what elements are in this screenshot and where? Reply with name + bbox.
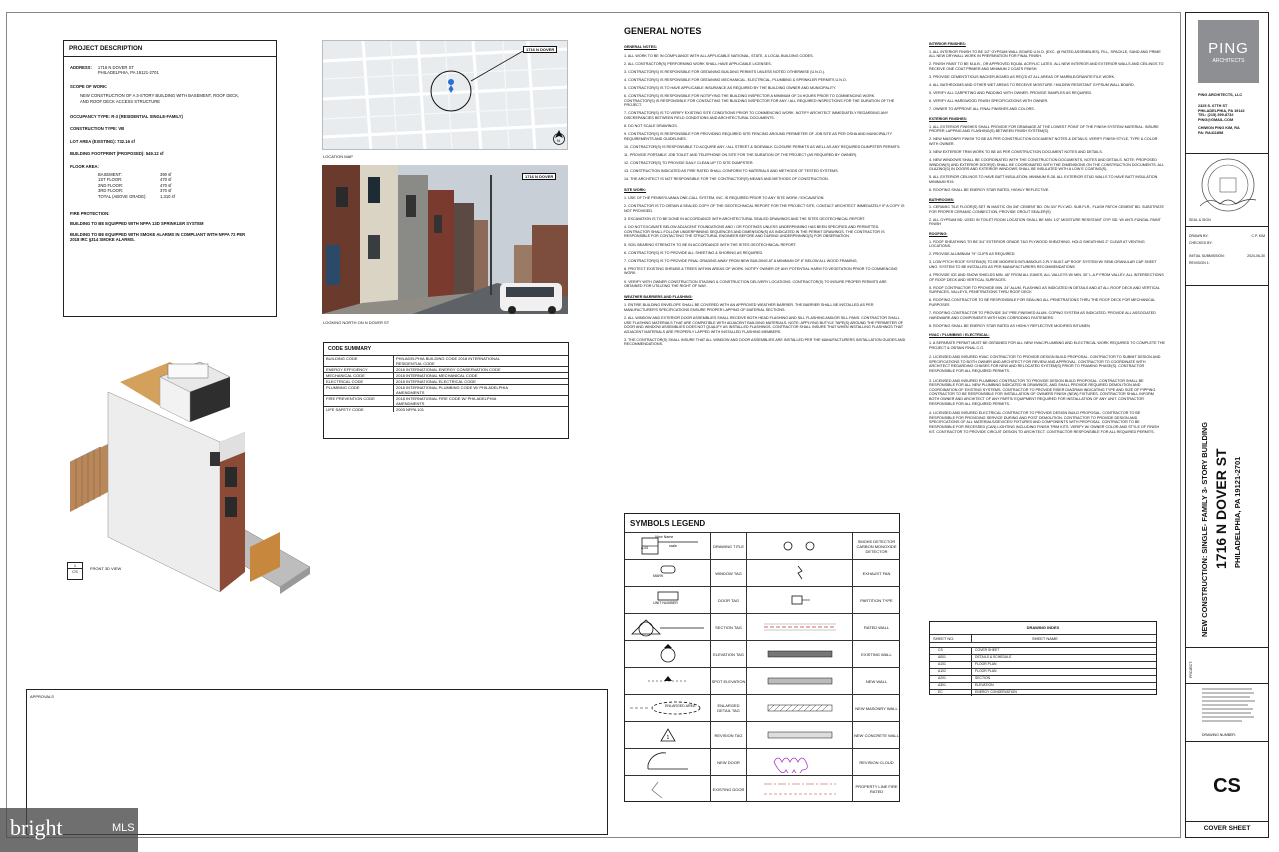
svg-text:N: N	[557, 138, 560, 143]
street-photo	[322, 165, 568, 314]
note-item: 3. NEW EXTERIOR TRIM WORK TO BE AS PER CONSTRUCTION DOCUMENT NOTES AND DETAILS.	[929, 149, 1103, 154]
drawing-index-row	[930, 682, 1156, 689]
legend-row	[625, 559, 900, 586]
note-item: 4. CONTRACTOR(S) IS RESPONSIBLE FOR OBTAINING MECHANICAL, ELECTRICAL, PLUMBING & SPRINKLER PERMITS U.N.O.	[624, 77, 847, 82]
legend-symbol	[747, 722, 853, 748]
initial-submission-label: INITIAL SUBMISSION:	[1189, 254, 1225, 258]
sheet-name: SECTION	[975, 676, 991, 680]
notes-section-title: GENERAL NOTES:	[624, 45, 657, 49]
legend-symbol	[747, 695, 853, 721]
legend-symbol-text: MARK	[653, 574, 664, 578]
seal-caption: SEAL & SIGN	[1189, 218, 1211, 222]
legend-row	[625, 586, 900, 613]
scope-text: NEW CONSTRUCTION OF A 3-STORY BUILDING WITH BASEMENT, ROOF DECK, AND ROOF DECK ACCESS STRUCTURE	[80, 93, 240, 104]
code-value: PHILADELPHIA BUILDING CODE 2018 INTERNATIONAL RESIDENTIAL CODE	[396, 356, 500, 366]
legend-label: RATED WALL	[863, 624, 890, 630]
firm-address-1: 2325 S. 67TH ST	[1198, 103, 1228, 108]
floor-area-name: 1ST FLOOR:	[98, 177, 123, 183]
note-item: 2. FINISH PAINT TO BE M.A.B., OR APPROVED EQUAL ACRYLIC LATEX. ALL NEW INTERIOR AND EXTERIOR WALLS AND CEILINGS TO RECEIVE ONE COAT PRIMER AND MINIMUM 2 COATS FINISH.	[929, 62, 1164, 71]
sheet-name: FLOOR PLAN	[975, 669, 997, 673]
note-item: 3. LICENSED AND INSURED PLUMBING CONTRACTOR TO PROVIDE DESIGN BUILD PROPOSAL. CONTRACTOR SHALL BE RESPONSIBLE FOR ALL NEW PLUMBING INDICATED IN DRAWINGS, AND SHALL PROVIDE REQUIRED DEMOLITION AND COORDINATION OF EXISTING SYSTEMS. CONTRACTOR TO PROVIDE RISER DIAGRAM INDICATING TYPE AND SIZE OF PIPPING. CONTRACTOR TO BE RESPONSIBLE FOR INSTALLATION OF OWNERS FINISH (NEW) FIXTURES. CONTRACTOR SHALL INFORM BOTH OWNER AND ARCHITECT OF ANY PARTS/ EQUIPMENT REQUIRED FOR INSTALLATION OF ANY UNIT. CONTRACTOR RESPONSIBLE FOR ALL REQUIRED PERMITS.	[929, 378, 1157, 406]
fire-text-1: BUILDING TO BE EQUIPPED WITH NFPA 13D SPRINKLER SYSTEM	[70, 220, 204, 226]
legend-label: EXISTING WALL	[861, 651, 892, 657]
legend-symbol	[747, 587, 853, 613]
sheet-title: COVER SHEET	[1203, 825, 1251, 832]
legend-label: ENLARGED DETAIL TAG	[711, 695, 747, 721]
legend-symbol	[747, 560, 853, 586]
notes-section-title: INTERIOR FINISHES:	[929, 42, 966, 46]
firm-address-2: PHILADELPHIA, PA 19142	[1198, 108, 1245, 113]
legend-row	[625, 532, 900, 559]
location-map-caption: LOCATION MAP	[323, 154, 353, 159]
note-item: 5. SOIL BEARING STRENGTH TO BE IN ACCORDANCE WITH THE SITES GEOTECHNICAL REPORT.	[624, 242, 797, 247]
drawn-by-label: DRAWN BY:	[1189, 234, 1209, 238]
approvals-title: APPROVALS	[30, 694, 54, 699]
symbols-legend-title: SYMBOLS LEGEND	[630, 519, 706, 528]
project-description-box	[63, 40, 277, 317]
floor-areas-label: FLOOR AREA:	[70, 163, 99, 169]
note-item: 7. OWNER TO APPROVE ALL FINAL FINISHES AND COLORS.	[929, 107, 1035, 112]
address-line1: 1716 N DOVER ST	[97, 65, 134, 70]
sheet-no: A201	[930, 676, 972, 682]
code-value: 2003 NFPA 101	[396, 407, 424, 412]
symbols-legend-box	[624, 513, 900, 802]
code-key: PLUMBING CODE	[324, 385, 394, 395]
legend-row	[625, 667, 900, 694]
legend-label: DRAWING TITLE	[711, 533, 747, 559]
sheet-no: EC	[930, 690, 972, 696]
note-item: 5. CONTRACTOR(S) IS TO HAVE APPLICABLE INSURANCE AS REQUIRED BY THE BUILDING OWNER AND MUNICIPALITY.	[624, 85, 837, 90]
photo-pin-label: 1716 N DOVER	[522, 173, 556, 180]
notes-section-title: BATHROOMS:	[929, 197, 955, 202]
note-item: 11. PROVIDE PORTABLE JOB TOILET AND TELEPHONE ON SITE FOR THE DURATION OF THE PROJECT (AS REQUIRED BY OWNER).	[624, 152, 858, 157]
disclaimer-text	[1202, 687, 1256, 732]
code-summary-title: CODE SUMMARY	[328, 346, 372, 352]
floor-area-value: 370 sf	[160, 188, 172, 194]
sheet-no: CS	[930, 648, 972, 654]
note-item: 10. CONTRACTOR(S) IS RESPONSIBLE TO ACQUIRE ANY / ALL STREET & SIDEWALK CLOSURE PERMITS AS WELL AS ANY REQUIRED DUMPSTER PERMITS.	[624, 144, 901, 149]
firm-logo	[1198, 20, 1259, 83]
floor-area-value: 390 sf	[160, 172, 172, 178]
note-item: 1. ROOF SHEATHING TO BE 3/4" EXTERIOR GRADE T&G PLYWOOD SHEATHING. HOLD SHEATHING 2" CLEAR AT VENTING LOCATIONS.	[929, 239, 1145, 249]
legend-row	[625, 748, 900, 775]
legend-label: NEW MASONRY WALL	[855, 705, 898, 711]
floor-area-value: 1,310 sf	[160, 193, 175, 199]
note-item: 12. CONTRACTOR(S) TO PROVIDE DAILY CLEAN-UP TO SITE DUMPSTER.	[624, 161, 754, 165]
checked-by-label: CHECKED BY:	[1189, 241, 1213, 245]
legend-symbol-text: UNIT NUMBER	[653, 601, 678, 605]
legend-label: NEW WALL	[865, 678, 888, 684]
code-key: FIRE PREVENTION CODE	[324, 396, 394, 406]
legend-symbol	[625, 668, 711, 694]
legend-label: NEW DOOR	[711, 749, 747, 775]
title-block	[1185, 12, 1269, 838]
drawing-index-row	[930, 668, 1156, 675]
firm-license: PA: RA411898	[1198, 130, 1224, 135]
note-item: 7. ROOFING CONTRACTOR TO PROVIDE 3/4" PRE-FINISHED ALUM. COPING SYSTEM AS INDICATED. PROVIDE ALL ASSOCIATED HARDWARE AND COMPONENTS WITH NON CORRODING FASTENERS.	[929, 311, 1156, 320]
code-value: 2018 INTERNATIONAL ENERGY CONSERVATION CODE	[396, 367, 501, 372]
note-item: 6. VERIFY ALL HARDWOOD FINISH SPECIFICATIONS WITH OWNER.	[929, 99, 1049, 104]
note-item: 6. ROOFING CONTRACTOR TO BE RESPONSIBLE FOR SEALING ALL PENETRATIONS THRU THE ROOF DECK FOR MECHANICAL PURPOSES	[929, 298, 1156, 308]
floor-area-name: BASEMENT:	[98, 172, 122, 178]
legend-symbol	[625, 776, 711, 802]
legend-symbol-text: View Name	[655, 535, 674, 539]
sheet-name: ELEVATION	[975, 683, 994, 687]
legend-symbol	[747, 749, 853, 775]
legend-symbol	[625, 722, 711, 748]
firm-email: PING@GMAIL.COM	[1198, 118, 1234, 123]
note-item: 8. ROOFING SHALL BE ENERGY STAR RATED AS HIGHLY REFLECTIVE MODIFIED BITUMEN	[929, 323, 1090, 328]
code-row	[324, 355, 568, 366]
north-arrow-icon	[552, 130, 566, 151]
legend-symbol	[747, 614, 853, 640]
note-item: 14. THE ARCHITECT IS NOT RESPONSIBLE FOR THE CONTRACTOR(S) MEANS AND METHODS OF CONSTRUCTION.	[624, 177, 829, 182]
note-item: 1. USE OF THE PENNSYLVANIA ONE-CALL SYSTEM, INC. IS REQUIRED PRIOR TO ANY SITE WORK / EXCAVATION.	[624, 196, 825, 201]
footprint-text: BUILDING FOOTPRINT (PROPOSED): 549.12 sf	[70, 151, 164, 157]
code-key: ENERGY EFFICIENCY	[324, 367, 394, 372]
project-title-2: 1716 N DOVER ST	[1213, 448, 1229, 569]
legend-label: EXISTING DOOR	[711, 776, 747, 802]
note-item: 5. VERIFY ALL CARPETING AND PADDING WITH OWNER. PROVIDE SAMPLES AS REQUIRED.	[929, 91, 1093, 96]
fire-label: FIRE PROTECTION:	[70, 211, 110, 217]
code-row	[324, 406, 568, 412]
legend-label: REVISION CLOUD	[859, 759, 894, 765]
view-tag	[67, 562, 83, 580]
legend-symbol	[625, 560, 711, 586]
code-row	[324, 395, 568, 406]
revision-label: REVISION 1:	[1189, 261, 1210, 265]
legend-row	[625, 613, 900, 640]
sheet-no-header: SHEET NO.	[930, 635, 972, 642]
drawing-index-header	[930, 634, 1156, 642]
code-value: 2018 INTERNATIONAL FIRE CODE W/ PHILADELPHIA AMENDMENTS	[396, 396, 497, 406]
note-item: 2. NEW MASONRY FINISH TO BE AS PER CONSTRUCTION DOCUMENT NOTES & DETAILS; VERIFY FINISH STYLE, TYPE & COLOR WITH OWNER.	[929, 137, 1158, 146]
watermark-brand: bright	[10, 815, 63, 840]
legend-label: WINDOW TAG	[711, 560, 747, 586]
occupancy-text: OCCUPANCY TYPE: R-3 (RESIDENTIAL SINGLE-FAMILY)	[70, 114, 183, 120]
note-item: 3. THE CONTRACTOR(S) SHALL INSURE THAT ALL WINDOW AND DOOR ASSEMBLIES ARE INSTALLED PER THE MANUFACTURERS INSTALLATION GUIDES AND RECOMMENDATIONS.	[624, 337, 906, 347]
note-item: 7. CONTRACTOR(S) IS TO VERIFY EXISTING SITE CONDITIONS PRIOR TO COMMENCING WORK. NOTIFY ARCHITECT IMMEDIATELY REGARDING ANY DISCREPANCIES BETWEEN FIELD CONDITIONS AND ARCHITECTURAL DOCUMENTS.	[624, 111, 889, 120]
code-summary-box	[323, 342, 569, 439]
notes-section-title: ROOFING:	[929, 232, 948, 237]
sheet-name-header: SHEET NAME	[1032, 636, 1058, 641]
note-item: 1. ALL INTERIOR FINISH TO BE 1/2" GYPSUM WALL BOARD U.N.O. (EXC. @ RATED ASSEMBLIES). FILL, SPACKLE, SAND AND PRIME ALL NEW DRYWALL WORK IN PREPARATION FOR FINAL FINISH.	[929, 49, 1161, 59]
drawing-index-row	[930, 675, 1156, 682]
drawn-by-value: C.P. KIM	[1251, 234, 1265, 238]
legend-symbol	[747, 668, 853, 694]
note-item: 6. CONTRACTOR(S) IS RESPONSIBLE FOR NOTIFYING THE BUILDING INSPECTOR A MINIMUM OF 24 HOURS PRIOR TO COMMENCING WORK. CONTRACTOR(S) IS RESPONSIBLE FOR CONTACTING THE BUILDING INSPECTOR FOR ANY / ALL REQUIRED INSPECTIONS FOR THE DURATION OF THE PROJECT.	[624, 94, 895, 108]
logo-line1: PING	[1208, 40, 1249, 57]
note-item: 4. NEW WINDOWS SHALL BE COORDINATED WITH THE CONSTRUCTION DOCUMENTS, NOTES AND DETAILS. NOTE: PROPOSED WINDOW(S) AND EXTERIOR DOOR(S) SHALL BE COORDINATED WITH THE DIMENSIONS ON THE CONSTRUCTION DOCUMENTS. ALL GLAZING(S) IN DOORS AND EXTERIOR WINDOWS SHALL BE INSULATED WITH A LOW E COATING(S).	[929, 158, 1164, 172]
legend-symbol	[625, 587, 711, 613]
sheet-name: ENERGY CONSERVATION	[975, 690, 1017, 694]
legend-row	[625, 721, 900, 748]
legend-label: DOOR TAG	[711, 587, 747, 613]
legend-row	[625, 775, 900, 802]
map-streets	[323, 41, 568, 150]
legend-label: SECTION TAG	[711, 614, 747, 640]
note-item: 3. LOW PITCH ROOF SYSTEM(S) TO BE MODIFIED BITUMINOUS 2-PLY BUILT-UP ROOF SYSTEM W/ SEMI-GRANULAR CAP SHEET UNO. SYSTEM TO BE INSTALLED AS PER MANUFACTURERS RECOMMENDATIONS	[929, 260, 1157, 269]
sheet-number: CS	[1213, 775, 1241, 797]
code-value: 2018 INTERNATIONAL MECHANICAL CODE	[396, 373, 478, 378]
note-item: 3. EXCAVATION IS TO BE DONE IN ACCORDANCE WITH ARCHITECTURAL SEALED DRAWINGS AND THE SITES GEOTECHNICAL REPORT.	[624, 217, 866, 222]
note-item: 1. ALL WORK TO BE IN COMPLIANCE WITH ALL APPLICABLE NATIONAL, STATE, & LOCAL BUILDING CODES.	[624, 53, 814, 58]
floor-area-value: 470 sf	[160, 177, 172, 183]
legend-symbol-scale: scale	[669, 544, 677, 548]
legend-row	[625, 640, 900, 667]
sheet-no: A102	[930, 669, 972, 675]
scope-label: SCOPE OF WORK:	[70, 83, 108, 89]
note-item: 6. ROOFING SHALL BE ENERGY STAR RATED, HIGHLY REFLECTIVE.	[929, 187, 1050, 192]
floor-area-name: 2ND FLOOR:	[98, 182, 124, 188]
sheet-no: A001	[930, 655, 972, 661]
project-label: PROJECT:	[1189, 661, 1193, 678]
drawing-index-row	[930, 647, 1156, 654]
legend-symbol	[625, 614, 711, 640]
code-key: MECHANICAL CODE	[324, 373, 394, 378]
notes-section-title: WEATHER BARRIERS AND FLASHING:	[624, 294, 693, 299]
street-photo-caption: LOOKING NORTH ON N DOVER ST	[323, 320, 390, 325]
floor-area-name: 3RD FLOOR:	[98, 188, 124, 194]
project-description-title: PROJECT DESCRIPTION	[64, 41, 276, 57]
map-pin-label: 1716 N DOVER	[523, 46, 557, 53]
note-item: 2. ALL CONTRACTOR(S) PERFORMING WORK SHALL HAVE APPLICABLE LICENSES.	[624, 61, 772, 66]
note-item: 2. CONTRACTOR IS TO OBTAIN A SEALED COPY OF THE GEOTECHNICAL REPORT FOR THE PROJECT SITE, CONTACT ARCHITECT IMMEDIATELY IF A COPY IS NOT PROVIDED.	[624, 204, 905, 214]
sheet-no: A101	[930, 662, 972, 668]
front-view-caption: FRONT 3D VIEW	[90, 566, 122, 571]
watermark-suffix: MLS	[112, 822, 135, 834]
legend-symbol	[747, 776, 853, 802]
code-row	[324, 384, 568, 395]
firm-tel: TEL: (215) 399-8732	[1198, 113, 1234, 118]
note-item: 2. ALL GYPSUM BD. USED IN TOILET ROOM LOCATION SHALL BE MIN. 1/2" MOISTURE RESISTANT GYP. BD. W/ ANTI-FUNGAL PAINT FINISH	[929, 217, 1161, 227]
sheet-name: FLOOR PLAN	[975, 662, 997, 666]
note-item: 5. ROOF CONTRACTOR TO PROVIDE MIN. 24" ALUM. FLASHING AS INDICATED IN DETAILS AND AT ALL ROOF DECK AND VERTICAL SURFACES, VALLEYS, PENETRATIONS THRU ROOF DECK	[929, 285, 1160, 295]
code-value: 2018 INTERNATIONAL ELECTRICAL CODE	[396, 379, 476, 384]
view-tag-number: 1	[68, 563, 82, 569]
note-item: 3. PROVIDE CEMENTITIOUS BACKER-BOARD AS REQ'D AT ALL AREAS OF MARBLE/GRANITE/TILE WORK.	[929, 74, 1116, 79]
legend-symbol	[625, 641, 711, 667]
logo-line2: ARCHITECTS	[1212, 58, 1245, 64]
general-notes-col2	[929, 42, 1165, 439]
note-item: 7. CONTRACTOR(S) IS TO PROVIDE FINAL GRADING AWAY FROM NEW BUILDING AT A MINIMUM OF 6" BELOW ALL WOOD FRAMING.	[624, 258, 858, 263]
legend-symbol	[625, 533, 711, 559]
code-key: ELECTRICAL CODE	[324, 379, 394, 384]
address-label: ADDRESS:	[70, 65, 92, 70]
legend-symbol-text: ENLARGED AREA	[665, 704, 696, 708]
project-title-3: PHILADELPHIA, PA 19121-2701	[1233, 456, 1242, 568]
code-key: BUILDING CODE	[324, 356, 394, 366]
note-item: 8. DO NOT SCALE DRAWINGS.	[624, 124, 678, 129]
legend-label: NEW CONCRETE WALL	[854, 732, 899, 738]
architect-seal	[1198, 156, 1258, 219]
note-item: 2. LICENSED AND INSURED HVAC CONTRACTOR TO PROVIDE DESIGN BUILD PROPOSAL. CONTRACTOR TO SUBMIT DESIGN AND SPECIFICATIONS TO BOTH OWNER AND ARCHITECT FOR REVIEW AND APPROVAL. CONTRACTOR TO COORDINATE WITH ARCHITECT REGARDING CHASES FOR NEW AND RELOCATED SYSTEM(S) PRIOR TO FRAMING PHASE(S). CONTRACTOR RESPONSIBLE FOR ALL REQUIRED PERMITS.	[929, 355, 1161, 373]
firm-registrant: CHIWON PING KIM, RA	[1198, 125, 1240, 130]
svg-text:1: 1	[666, 735, 669, 741]
note-item: 3. CONTRACTOR(S) IS RESPONSIBLE FOR OBTAINING BUILDING PERMITS UNLESS NOTED OTHERWISE (U.N.O.).	[624, 69, 825, 74]
drawing-index-row	[930, 654, 1156, 661]
legend-label: ELEVATION TAG	[711, 641, 747, 667]
notes-section-title: SITE WORK:	[624, 187, 647, 192]
note-item: 2. PROVIDE ALUMINUM "H" CLIPS AS REQUIRED.	[929, 252, 1016, 257]
legend-label: REVISION TAG	[711, 722, 747, 748]
note-item: 4. ALL BATHROOMS AND OTHER WET AREAS TO RECEIVE MOISTURE / MILDEW RESISTANT GYPSUM WALL BOARD.	[929, 83, 1135, 88]
address-line2: PHILADELPHIA, PA 19121-2701	[97, 70, 159, 76]
note-item: 4. PROVIDE ICE AND SNOW SHIELDS MIN. 48" FROM ALL EAVES, ALL VALLEYS W/ MIN. 30" L.A.P FROM VALLEY, ALL INTERSECTIONS OF ROOF DECK AND VERTICAL SURFACES.	[929, 273, 1164, 282]
legend-symbol	[625, 749, 711, 775]
general-notes-col1	[624, 45, 906, 351]
code-value: 2018 INTERNATIONAL PLUMBING CODE W/ PHILADELPHIA AMENDMENTS	[396, 385, 508, 395]
note-item: 4. LICENSED AND INSURED ELECTRICAL CONTRACTOR TO PROVIDE DESIGN BUILD PROPOSAL. CONTRACTOR TO BE RESPONSIBLE FOR PROVIDING SERVICE DURING AND POST DEMOLITION. CONTRACTOR TO PROVIDE DESIGN AND SPECIFICATIONS OF ALL MATERIALS/DEVICES/ FIXTURES AND COMPONENTS WITH PROPOSAL. CONTRACTOR TO BE RESPONSIBLE FOR RECESSED (CAN) LIGHTING INCLUDING FINISH TRIM KITS. VERIFY W/ OWNER COLOR AND STYLE OF FINISH KIT. CONTRACTOR TO PROVIDE CIRCUIT DESIGN TO ARCHITECT. CONTRACTOR RESPONSIBLE FOR ALL REQUIRED PERMITS.	[929, 411, 1160, 434]
legend-symbol-tag: A101	[641, 546, 649, 550]
note-item: 6. CONTRACTOR(S) IS TO PROVIDE ALL SHEETING & SHORING AS REQUIRED.	[624, 250, 764, 255]
note-item: 1. ALL EXTERIOR FINISHES SHALL PROVIDE FOR DRAINAGE AT THE LOWEST POINT OF THE FINISH SYSTEM/ MATERIAL. INSURE PROPER LAPPING AND FLASHING(S) BETWEEN FINISH SYSTEM(S).	[929, 124, 1159, 134]
legend-symbol	[747, 641, 853, 667]
floor-area-value: 470 sf	[160, 182, 172, 188]
note-item: 4. DO NOT EXCAVATE BELOW ADJACENT FOUNDATIONS AND / OR FOOTINGS UNLESS UNDERPINNING HAS BEEN SPECIFIED AND PERMITTED. CONTRACTOR SHALL FOLLOW UNDERPINNING SEQUENCES AND DIMENSION(S) AS INDICATED IN THE PERMIT DRAWINGS. THE CONTRACTOR IS RESPONSIBLE FOR CONTACTING THE STRUCTURAL ENGINEER BEFORE AND DURING UNDERPINNING(S) FOR OBSERVATION.	[624, 225, 885, 239]
note-item: 5. ALL EXTERIOR CEILINGS TO HAVE BATT INSULATION: MINIMUM R-38. ALL EXTERIOR STUD WALLS TO HAVE BATT INSULATION MINIMUM R19.	[929, 175, 1158, 184]
sheet-no: A301	[930, 683, 972, 689]
note-item: 8. PROTECT EXISTING SHRUBS & TREES WITHIN AREAS OF WORK. NOTIFY OWNER OF ANY POTENTIAL HARM TO VEGETATION PRIOR TO COMMENCING WORK.	[624, 266, 898, 276]
bright-mls-watermark	[0, 808, 138, 852]
legend-row	[625, 694, 900, 721]
notes-section-title: EXTERIOR FINISHES:	[929, 116, 968, 121]
view-tag-sheet: CS	[72, 569, 78, 574]
drawing-index-box	[929, 621, 1157, 695]
note-item: 2. ALL WINDOW AND EXTERIOR DOOR ASSEMBLIES SHALL RECEIVE BOTH HEAD FLASHING AND SILL FLASHING AND/OR SILL PANS. CONTRACTOR SHALL USE FLASHING MATERIALS THAT ARE COMPATIBLE WITH ADJACENT BUILDING MATERIALS. NOTE: APPLYING BUTYLE TAPE(S) AROUND THE PERIMETER OF DOOR AND WINDOW ASSEMBLIES DOES NOT QUALIFY AS INSTALLED FLASHINGS. CONTRACTOR SHALL INSURE THAT WHEN INSTALLING FLASHINGS THAT ADJACENT MATERIALS ARE PROPERLY LAPPED WITH INSTALLED FLASHING MEMBERS.	[624, 315, 904, 334]
note-item: 1. CERAMIC TILE FLOOR(S) SET IN MASTIC ON 3/8" CEMENT BD. ON 3/4" PLY-WD. SUB FLR., FLASH PATCH CEMENT BD. SUBSTRATE FOR PROPER CERAMIC CONNECTION, PROVIDE GROUT SEALER(S)	[929, 205, 1164, 214]
note-item: 1. ENTIRE BUILDING ENVELOPE SHALL BE COVERED WITH AN APPROVED WEATHER BARRIER. THE BARRIER SHALL BE INSTALLED AS PER MANUFACTURER'S SPECIFICATIONS ENSURE PROPER LAPPING OF MATERIAL SECTIONS.	[624, 303, 874, 312]
legend-symbol	[625, 695, 711, 721]
floor-area-name: TOTAL (ABOVE GRADE):	[98, 193, 147, 199]
note-item: 1. A SEPARATE PERMIT MUST BE OBTAINED FOR ALL NEW HVAC/PLUMBING AND ELECTRICAL WORK REQUIRED TO COMPLETE THE PROJECT & OBTAIN FINAL C.O.	[929, 341, 1165, 350]
legend-label: PROPERTY LINE FIRE RATED	[855, 784, 898, 794]
fire-text-2: BUILDING TO BE EQUIPPED WITH SMOKE ALARMS IN COMPLIANT WITH NFPA 72 PER 2018 IRC §314 SMOKE ALARMS.	[70, 231, 246, 243]
construction-text: CONSTRUCTION TYPE: VB	[70, 126, 125, 132]
legend-label: PARTITION TYPE	[860, 597, 893, 603]
note-item: 9. CONTRACTOR(S) IS RESPONSIBLE FOR PROVIDING REQUIRED SITE FENCING AROUND PERIMETER OF JOB SITE AS PER OSHA AND MUNICIPALITY REQUIREMENTS AND GUIDELINES.	[624, 132, 892, 141]
sheet-name: COVER SHEET	[975, 648, 1000, 652]
note-item: 13. CONSTRUCTION INDICATED AS FIRE RATED SHALL CONFORM TO MATERIALS AND METHODS OF TESTED SYSTEMS.	[624, 169, 839, 174]
lot-area-text: LOT AREA (EXISTING): 732.16 sf	[70, 138, 135, 144]
drawing-index-row	[930, 689, 1156, 696]
project-title-1: NEW CONSTRUCTION: SINGLE- FAMILY 3- STORY BUILDING	[1200, 421, 1209, 637]
drawing-number-label: DRAWING NUMBER:	[1202, 733, 1236, 737]
legend-label: SPOT ELEVATION	[711, 668, 747, 694]
legend-label: EXHAUST FAN	[862, 570, 891, 576]
notes-section-title: HVAC / PLUMBING / ELECTRICAL:	[929, 333, 990, 338]
legend-label: SMOKE DETECTOR CARBON MONOXIDE DETECTOR	[856, 538, 897, 554]
legend-symbol	[747, 533, 853, 559]
code-key: LIFE SAFETY CODE	[324, 407, 394, 412]
drawing-index-title: DRAWING INDEX	[1026, 625, 1060, 630]
drawing-index-row	[930, 661, 1156, 668]
sheet-name: DETAILS & SCHEDULE	[975, 655, 1012, 659]
firm-name: PING ARCHITECTS, LLC	[1198, 93, 1243, 97]
note-item: 9. VERIFY WITH OWNER CONSTRUCTION STAGING & CONSTRUCTION DELIVERY LOCATIONS. CONTRACTOR(S) TO INSURE PROPER PERMITS ARE OBTAINED FOR UTILIZING THE RIGHT OF WAY.	[624, 279, 887, 289]
initial-submission-date: 2024-06-30	[1247, 254, 1265, 258]
location-map	[322, 40, 568, 150]
general-notes-title: GENERAL NOTES	[624, 26, 702, 36]
